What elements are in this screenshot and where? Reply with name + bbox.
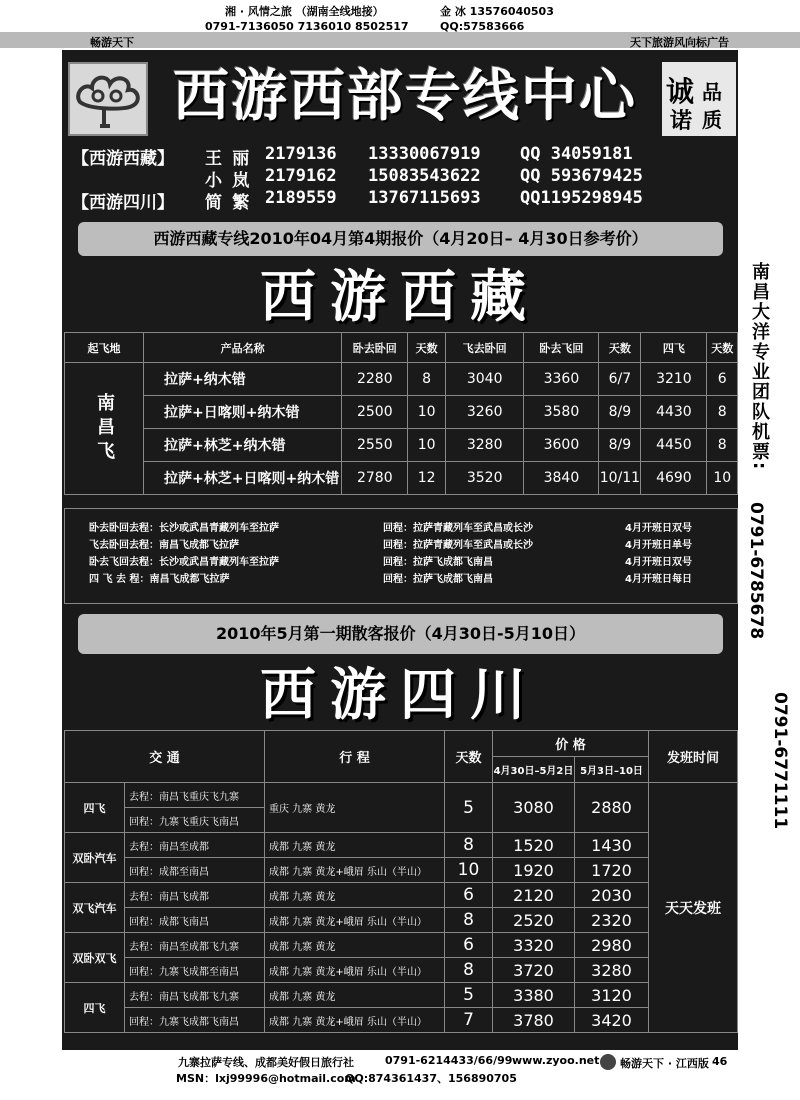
price-cell: 4690: [641, 462, 707, 495]
header-center-line1: 湘 · 风情之旅 （湖南全线地接）: [225, 5, 384, 18]
col-header: 卧去卧回: [342, 333, 408, 363]
table-row: [65, 833, 738, 858]
note-schedule: 4月开班日每日: [625, 574, 692, 585]
days-cell: 8: [408, 363, 446, 396]
header-contact: 金 冰 13576040503: [440, 5, 554, 18]
price-cell: 3780: [493, 1008, 575, 1033]
transport-mode: 四飞: [65, 983, 125, 1033]
product-name: 拉萨+林芝+日喀则+纳木错: [144, 462, 342, 495]
col-header: 卧去飞回: [524, 333, 599, 363]
page-number: 46: [712, 1055, 728, 1068]
product-name: 拉萨+纳木错: [144, 363, 342, 396]
note-go: 飞去卧回去程：南昌飞成都飞拉萨: [89, 540, 239, 551]
route-cell: 回程：成都至南昌: [125, 858, 265, 883]
note-back: 回程：拉萨青藏列车至武昌或长沙: [383, 540, 533, 551]
brand-badge-icon: [600, 1054, 616, 1070]
contact-mobile: 13767115693: [368, 188, 481, 208]
itinerary-cell: 成都 九寨 黄龙: [265, 833, 445, 858]
days-cell: 8: [445, 908, 493, 933]
table-row: [65, 883, 738, 908]
col-header-price: 价 格: [493, 731, 649, 757]
days-cell: 10: [707, 462, 738, 495]
days-cell: 8: [707, 396, 738, 429]
product-name: 拉萨+林芝+纳木错: [144, 429, 342, 462]
col-header-days: 天数: [445, 731, 493, 783]
route-cell: 去程：南昌飞成都: [125, 883, 265, 908]
days-cell: 6: [445, 933, 493, 958]
seal-char-2: 品: [702, 80, 722, 104]
price-cell: 2120: [493, 883, 575, 908]
seal-char-4: 质: [702, 108, 722, 132]
price-cell: 3320: [493, 933, 575, 958]
route-cell: 回程：九寨飞成都至南昌: [125, 958, 265, 983]
price-cell: 3280: [575, 958, 649, 983]
price-cell: 2880: [575, 783, 649, 833]
contact-name: 小 岚: [205, 171, 250, 191]
col-header: 四飞: [641, 333, 707, 363]
table-row: [65, 462, 738, 495]
contact-row: [72, 144, 174, 169]
table-row: [65, 396, 738, 429]
price-cell: 4430: [641, 396, 707, 429]
note-go: 卧去卧回去程：长沙或武昌青藏列车至拉萨: [89, 523, 279, 534]
days-cell: 6: [707, 363, 738, 396]
tibet-price-table: [64, 332, 738, 495]
itinerary-cell: 重庆 九寨 黄龙: [265, 783, 445, 833]
route-cell: 去程：南昌飞重庆飞九寨: [125, 783, 265, 808]
days-cell: 6: [445, 883, 493, 908]
header-center-line2: 0791-7136050 7136010 8502517: [205, 20, 409, 33]
table-row: [65, 933, 738, 958]
price-cell: 3520: [445, 462, 524, 495]
seal-char-3: 诺: [670, 108, 693, 134]
transport-mode: 四飞: [65, 783, 125, 833]
route-cell: 去程：南昌至成都飞九寨: [125, 933, 265, 958]
days-cell: 10/11: [599, 462, 641, 495]
route-cell: 回程：成都飞南昌: [125, 908, 265, 933]
contact-name: 简 繁: [205, 193, 250, 213]
side-advertisement: [742, 262, 796, 862]
price-cell: 3120: [575, 983, 649, 1008]
note-schedule: 4月开班日双号: [625, 557, 692, 568]
contact-name: 王 丽: [205, 149, 250, 169]
price-cell: 3580: [524, 396, 599, 429]
days-cell: 8/9: [599, 429, 641, 462]
note-go: 卧去飞回去程：长沙或武昌青藏列车至拉萨: [89, 557, 279, 568]
price-cell: 3840: [524, 462, 599, 495]
col-header: 起飞地: [65, 333, 144, 363]
departure-city: 南昌飞: [65, 363, 144, 495]
product-name: 拉萨+日喀则+纳木错: [144, 396, 342, 429]
price-cell: 1920: [493, 858, 575, 883]
itinerary-cell: 成都 九寨 黄龙: [265, 983, 445, 1008]
cloud-logo-icon: [70, 64, 146, 134]
contact-phone: 2179162: [265, 166, 337, 186]
contact-qq: QQ 593679425: [520, 166, 643, 186]
table-row: [65, 429, 738, 462]
price-cell: 2030: [575, 883, 649, 908]
contact-mobile: 15083543622: [368, 166, 481, 186]
days-cell: 8: [445, 833, 493, 858]
price-cell: 3600: [524, 429, 599, 462]
price-cell: 3380: [493, 983, 575, 1008]
route-cell: 回程：九寨飞重庆飞南昌: [125, 808, 265, 833]
col-header: 天数: [599, 333, 641, 363]
days-cell: 5: [445, 983, 493, 1008]
itinerary-cell: 成都 九寨 黄龙+峨眉 乐山（半山）: [265, 1008, 445, 1033]
itinerary-cell: 成都 九寨 黄龙+峨眉 乐山（半山）: [265, 908, 445, 933]
header-left: 畅游天下: [90, 36, 134, 49]
col-header-price-period1: 4月30日–5月2日: [493, 757, 575, 783]
price-cell: 1430: [575, 833, 649, 858]
price-cell: 1520: [493, 833, 575, 858]
table-row: [65, 958, 738, 983]
col-header-itinerary: 行 程: [265, 731, 445, 783]
route-cell: 回程：九寨飞成都飞南昌: [125, 1008, 265, 1033]
transport-mode: 双飞汽车: [65, 883, 125, 933]
route-cell: 去程：南昌飞成都飞九寨: [125, 983, 265, 1008]
price-cell: 2280: [342, 363, 408, 396]
price-cell: 2500: [342, 396, 408, 429]
col-header: 天数: [408, 333, 446, 363]
tibet-title: 西游西藏: [260, 264, 540, 330]
days-cell: 10: [408, 429, 446, 462]
contact-qq: QQ 34059181: [520, 144, 633, 164]
price-cell: 2780: [342, 462, 408, 495]
col-header: 天数: [707, 333, 738, 363]
col-header-price-period2: 5月3日–10日: [575, 757, 649, 783]
itinerary-cell: 成都 九寨 黄龙: [265, 933, 445, 958]
route-cell: 去程：南昌至成都: [125, 833, 265, 858]
contact-mobile: 13330067919: [368, 144, 481, 164]
table-row: [65, 363, 738, 396]
footer-brand: 畅游天下 · 江西版: [620, 1057, 709, 1070]
price-cell: 1720: [575, 858, 649, 883]
days-cell: 12: [408, 462, 446, 495]
itinerary-cell: 成都 九寨 黄龙+峨眉 乐山（半山）: [265, 958, 445, 983]
sichuan-price-table: [64, 730, 738, 1033]
note-schedule: 4月开班日单号: [625, 540, 692, 551]
side-ad-title: 南昌大洋专业团队机票:: [749, 262, 770, 472]
transport-mode: 双卧汽车: [65, 833, 125, 883]
days-cell: 10: [408, 396, 446, 429]
company-logo: [68, 62, 148, 136]
table-row: [65, 783, 738, 808]
price-cell: 3210: [641, 363, 707, 396]
itinerary-cell: 成都 九寨 黄龙: [265, 883, 445, 908]
contact-qq: QQ1195298945: [520, 188, 643, 208]
price-cell: 3260: [445, 396, 524, 429]
footer-msn: MSN：lxj99996@hotmail.com: [176, 1072, 356, 1085]
price-cell: 3360: [524, 363, 599, 396]
days-cell: 6/7: [599, 363, 641, 396]
contact-label: 【西游西藏】: [72, 149, 174, 169]
footer-phone: 0791-6214433/66/99: [385, 1054, 513, 1067]
price-cell: 2980: [575, 933, 649, 958]
contact-label: 【西游四川】: [72, 193, 174, 213]
contact-phone: 2179136: [265, 144, 337, 164]
sichuan-banner: 2010年5月第一期散客报价（4月30日-5月10日）: [78, 614, 723, 654]
brand-title: 西游西部专线中心: [173, 63, 637, 129]
price-cell: 3720: [493, 958, 575, 983]
col-header: 产品名称: [144, 333, 342, 363]
header-qq: QQ:57583666: [440, 20, 525, 33]
days-cell: 5: [445, 783, 493, 833]
footer-website: www.zyoo.net: [512, 1054, 600, 1067]
price-cell: 2520: [493, 908, 575, 933]
side-ad-phone1: 0791-6785678: [746, 502, 766, 640]
table-row: [65, 983, 738, 1008]
note-back: 回程：拉萨飞成都飞南昌: [383, 557, 493, 568]
itinerary-cell: 成都 九寨 黄龙+峨眉 乐山（半山）: [265, 858, 445, 883]
brand-seal: [662, 62, 736, 136]
note-go: 四 飞 去 程：南昌飞成都飞拉萨: [89, 574, 230, 585]
note-back: 回程：拉萨青藏列车至武昌或长沙: [383, 523, 533, 534]
price-cell: 3280: [445, 429, 524, 462]
price-cell: 2320: [575, 908, 649, 933]
tibet-notes: [64, 508, 738, 604]
price-cell: 2550: [342, 429, 408, 462]
days-cell: 7: [445, 1008, 493, 1033]
price-cell: 3040: [445, 363, 524, 396]
col-header-schedule: 发班时间: [649, 731, 738, 783]
note-back: 回程：拉萨飞成都飞南昌: [383, 574, 493, 585]
side-ad-phone2: 0791-6771111: [770, 692, 790, 830]
table-row: [65, 908, 738, 933]
days-cell: 8: [445, 958, 493, 983]
footer-agency: 九寨拉萨专线、成都美好假日旅行社: [178, 1056, 354, 1069]
days-cell: 8/9: [599, 396, 641, 429]
footer-qq: QQ:874361437、156890705: [345, 1072, 517, 1085]
table-row: [65, 1008, 738, 1033]
seal-char-1: 诚: [666, 75, 695, 108]
header-right: 天下旅游风向标广告: [630, 36, 729, 49]
days-cell: 8: [707, 429, 738, 462]
days-cell: 10: [445, 858, 493, 883]
col-header: 飞去卧回: [445, 333, 524, 363]
col-header-transport: 交 通: [65, 731, 265, 783]
price-cell: 3080: [493, 783, 575, 833]
price-cell: 3420: [575, 1008, 649, 1033]
note-schedule: 4月开班日双号: [625, 523, 692, 534]
table-header-row: [65, 731, 738, 757]
price-cell: 4450: [641, 429, 707, 462]
table-header-row: [65, 333, 738, 363]
transport-mode: 双卧双飞: [65, 933, 125, 983]
contact-phone: 2189559: [265, 188, 337, 208]
schedule-cell: 天天发班: [649, 783, 738, 1033]
sichuan-title: 西游四川: [260, 662, 540, 728]
tibet-banner: 西游西藏专线2010年04月第4期报价（4月20日– 4月30日参考价）: [78, 222, 723, 256]
table-row: [65, 858, 738, 883]
